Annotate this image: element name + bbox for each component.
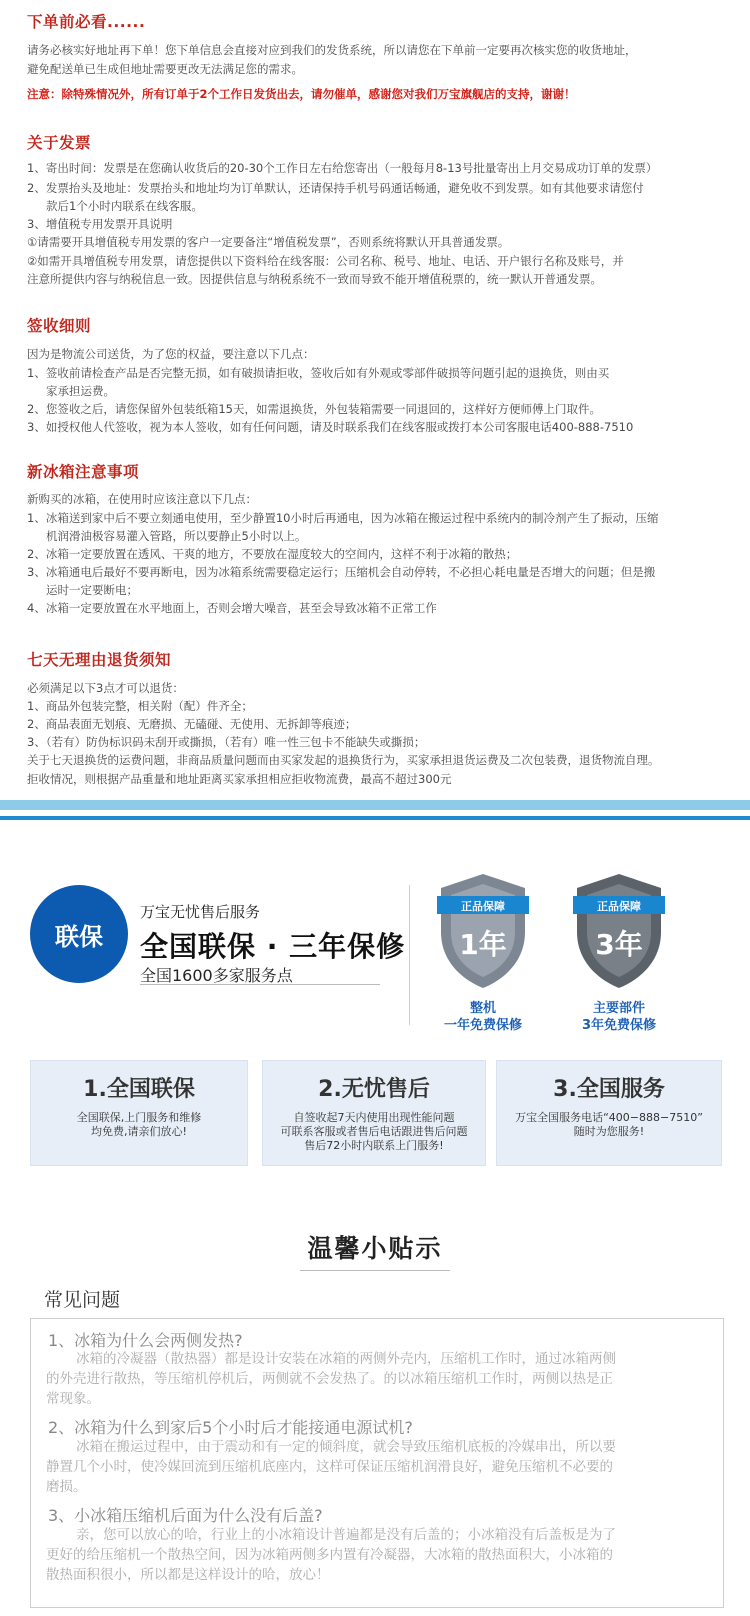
- invoice-line: 2、发票抬头及地址：发票抬头和地址均为订单默认，还请保持手机号码通话畅通，避免收不到发票。如有其他要求请您付: [27, 181, 644, 195]
- warranty-headline: 全国联保 · 三年保修: [140, 930, 406, 963]
- fridge-line: 1、冰箱送到家中后不要立刻通电使用，至少静置10小时后再通电，因为冰箱在搬运过程中系统内的制冷剂产生了振动，压缩: [27, 511, 659, 525]
- service-desc-line: 全国联保,上门服务和维修: [76, 1111, 202, 1124]
- shield-years: 1年: [459, 928, 507, 961]
- shield-caption: 一年免费保修: [443, 1018, 522, 1033]
- signing-line: 2、您签收之后，请您保留外包装纸箱15天，如需退换货，外包装箱需要一同退回的，这样好方便师傅上门取件。: [27, 402, 601, 416]
- faq-answer-line: 常现象。: [46, 1391, 100, 1407]
- invoice-line: ②如需开具增值税专用发票，请您提供以下资料给在线客服：公司名称、税号、地址、电话、开户银行名称及账号，并: [27, 254, 624, 268]
- warranty-subtitle: 万宝无忧售后服务: [140, 903, 261, 921]
- invoice-line: 1、寄出时间：发票是在您确认收货后的20-30个工作日左右给您寄出（一般每月8-13号批量寄出上月交易成功订单的发票）: [27, 161, 658, 175]
- service-desc-line: 可联系客服或者售后电话跟进售后问题: [280, 1125, 468, 1138]
- faq-answer-line: 亲，您可以放心的哈，行业上的小冰箱设计普遍都是没有后盖的；小冰箱没有后盖板是为了: [76, 1527, 616, 1543]
- service-desc-line: 售后72小时内联系上门服务!: [304, 1139, 444, 1152]
- signing-line: 家承担运费。: [46, 384, 115, 398]
- signing-line: 因为是物流公司送货，为了您的权益，要注意以下几点：: [27, 347, 315, 361]
- divider-band: [0, 800, 750, 810]
- shield-icon: [433, 870, 533, 992]
- faq-heading: 常见问题: [44, 1289, 121, 1311]
- service-box-national-service: [496, 1060, 722, 1166]
- faq-answer-line: 静置几个小时，使冷媒回流到压缩机底座内，这样可保证压缩机润滑良好，避免压缩机不必要的: [46, 1459, 613, 1475]
- service-desc-line: 随时为您服务!: [573, 1125, 645, 1138]
- faq-question: 1、冰箱为什么会两侧发热?: [48, 1331, 243, 1350]
- shield-icon: [569, 870, 669, 992]
- shield-tag: 正品保障: [597, 900, 641, 913]
- returns-title: 七天无理由退货须知: [27, 651, 172, 669]
- service-desc-line: 均免费,请亲们放心!: [91, 1125, 187, 1138]
- invoice-line: 3、增值税专用发票开具说明: [27, 217, 173, 231]
- fridge-line: 运时一定要断电；: [46, 583, 138, 597]
- tips-title-rule: [300, 1262, 450, 1271]
- notice-line: 避免配送单已生成但地址需要更改无法满足您的需求。: [27, 62, 303, 76]
- returns-line: 必须满足以下3点才可以退货：: [27, 681, 184, 695]
- service-title: 3.全国服务: [553, 1077, 665, 1102]
- service-box-after-sales: [262, 1060, 486, 1166]
- invoice-line: 注意所提供内容与纳税信息一致。因提供信息与纳税系统不一致而导致不能开增值税票的，统一默认开普通发票。: [27, 272, 602, 286]
- returns-line: 1、商品外包装完整，相关附（配）件齐全；: [27, 699, 253, 713]
- fridge-line: 机润滑油极容易灌入管路，所以要静止5小时以上。: [46, 529, 307, 543]
- service-box-national-warranty: [30, 1060, 248, 1166]
- service-title: 1.全国联保: [83, 1077, 195, 1102]
- fridge-line: 4、冰箱一定要放置在水平地面上，否则会增大噪音，甚至会导致冰箱不正常工作: [27, 601, 437, 615]
- shield-years: 3年: [595, 928, 643, 961]
- shield-caption: 整机: [469, 1001, 496, 1016]
- divider-line: [0, 816, 750, 820]
- signing-line: 3、如授权他人代签收，视为本人签收，如有任何问题，请及时联系我们在线客服或拨打本公司客服电话400-888-7510: [27, 420, 634, 434]
- vertical-separator: [409, 885, 410, 1025]
- shield-tag: 正品保障: [461, 900, 505, 913]
- faq-answer-line: 磨损。: [46, 1479, 87, 1495]
- service-desc-line: 万宝全国服务电话“400−888−7510”: [515, 1111, 703, 1124]
- shield-caption: 主要部件: [592, 1001, 645, 1016]
- faq-answer-line: 散热面积很小，所以都是这样设计的哈，放心！: [46, 1567, 330, 1583]
- faq-answer-line: 更好的给压缩机一个散热空间，因为冰箱两侧多内置有冷凝器，大冰箱的散热面积大，小冰箱的: [46, 1547, 613, 1563]
- lianbao-badge: 联保: [30, 885, 128, 983]
- notice-warning: 注意：除特殊情况外，所有订单于2个工作日发货出去，请勿催单，感谢您对我们万宝旗舰店的支持，谢谢！: [27, 87, 576, 101]
- warranty-service-points: 全国1600多家服务点: [140, 966, 293, 985]
- warranty-rule: [140, 984, 380, 988]
- faq-answer-line: 冰箱在搬运过程中，由于震动和有一定的倾斜度，就会导致压缩机底板的冷媒串出，所以要: [76, 1439, 616, 1455]
- signing-title: 签收细则: [27, 317, 92, 335]
- tips-title: 温馨小贴示: [307, 1234, 443, 1263]
- service-desc-line: 自签收起7天内使用出现性能问题: [293, 1111, 455, 1124]
- fridge-line: 2、冰箱一定要放置在透风、干爽的地方，不要放在湿度较大的空间内，这样不利于冰箱的散热；: [27, 547, 518, 561]
- fridge-line: 新购买的冰箱，在使用时应该注意以下几点：: [27, 492, 257, 506]
- shield-caption: 3年免费保修: [581, 1018, 657, 1033]
- invoice-line: 款后1个小时内联系在线客服。: [46, 199, 203, 213]
- faq-answer-line: 的外壳进行散热，等压缩机停机后，两侧就不会发热了。的以冰箱压缩机工作时，两侧以热是正: [46, 1371, 613, 1387]
- notice-line: 请务必核实好地址再下单！您下单信息会直接对应到我们的发货系统，所以请您在下单前一定要再次核实您的收货地址，: [27, 43, 637, 57]
- faq-question: 3、小冰箱压缩机后面为什么没有后盖?: [48, 1506, 323, 1525]
- returns-line: 关于七天退换货的运费问题，非商品质量问题而由买家发起的退换货行为，买家承担退货运费及二次包装费，退货物流自理。: [27, 753, 660, 767]
- returns-line: 3、（若有）防伪标识码未刮开或撕损，（若有）唯一性三包卡不能缺失或撕损；: [27, 735, 426, 749]
- returns-line: 2、商品表面无划痕、无磨损、无磕碰、无使用、无拆卸等痕迹；: [27, 717, 357, 731]
- fridge-line: 3、冰箱通电后最好不要再断电，因为冰箱系统需要稳定运行；压缩机会自动停转，不必担心耗电量是否增大的问题；但是搬: [27, 565, 656, 579]
- invoice-line: ①请需要开具增值税专用发票的客户一定要备注“增值税发票”，否则系统将默认开具普通发票。: [27, 235, 510, 249]
- fridge-title: 新冰箱注意事项: [27, 463, 140, 481]
- service-title: 2.无忧售后: [318, 1077, 430, 1102]
- invoice-title: 关于发票: [27, 134, 92, 152]
- faq-question: 2、冰箱为什么到家后5个小时后才能接通电源试机?: [48, 1418, 413, 1437]
- notice-title: 下单前必看......: [27, 13, 146, 31]
- faq-answer-line: 冰箱的冷凝器（散热器）都是设计安装在冰箱的两侧外壳内，压缩机工作时，通过冰箱两侧: [76, 1351, 616, 1367]
- signing-line: 1、签收前请检查产品是否完整无损，如有破损请拒收，签收后如有外观或零部件破损等问题引起的退换货，则由买: [27, 366, 610, 380]
- returns-line: 拒收情况，则根据产品重量和地址距离买家承担相应拒收物流费，最高不超过300元: [27, 772, 452, 786]
